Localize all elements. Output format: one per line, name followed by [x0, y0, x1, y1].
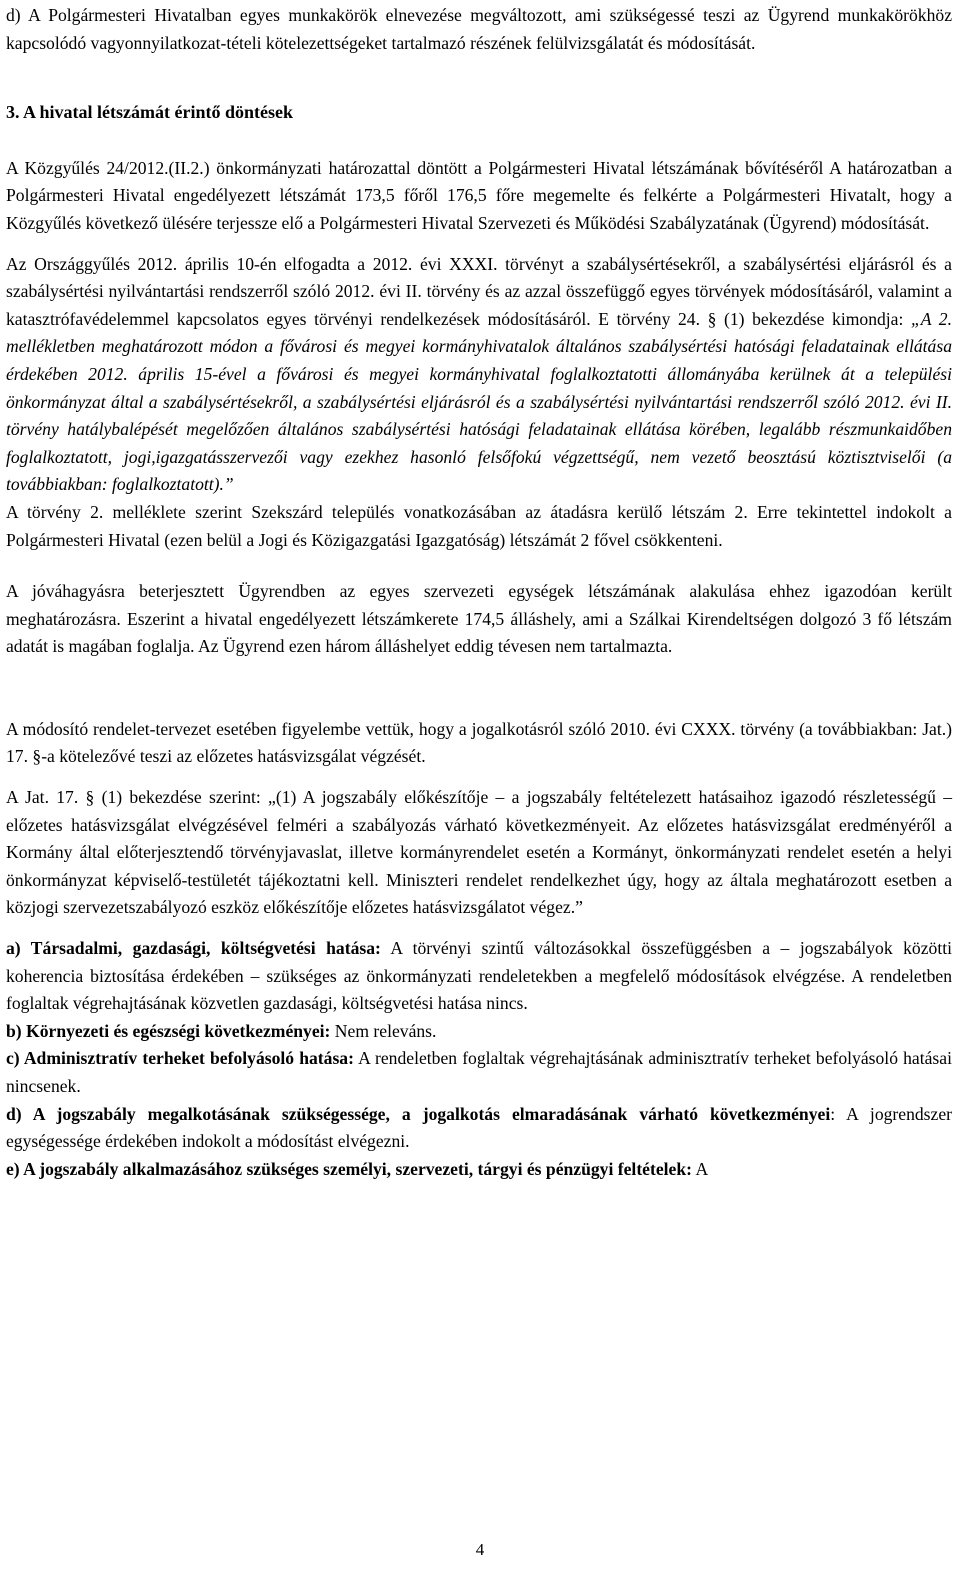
impact-b [6, 1018, 952, 1046]
paragraph-torveny-melleklet: A törvény 2. melléklete szerint Szekszárd település vonatkozásában az átadásra kerülő létszám 2. Erre tekintettel indokolt a Polgármesteri Hivatal (ezen belül a Jogi és Közigazgatási Igazgatóság) létszámát 2 fővel csökkenteni. [6, 501, 952, 550]
impact-d-label: d) A jogszabály megalkotásának szükségessége, a jogalkotás elmaradásának várható következményei [6, 1103, 831, 1124]
paragraph-modosito: A módosító rendelet-tervezet esetében figyelembe vettük, hogy a jogalkotásról szóló 2010. évi CXXX. törvény (a továbbiakban: Jat.) 17. §-a kötelezővé teszi az előzetes hatásvizsgálat végzését. [6, 718, 952, 767]
orszaggyules-text: Az Országgyűlés 2012. április 10-én elfogadta a 2012. évi XXXI. törvényt a szabálysértésekről, a szabálysértési eljárásról és a szabálysértési nyilvántartási rendszerről szóló 2012. évi II. törvény és az azzal összefüggő egyes törvények módosításáról, valamint a katasztrófavédelemmel kapcsolatos egyes törvényi rendelkezések módosításáról. E törvény 24. § (1) bekezdése kimondja: [6, 253, 952, 329]
impact-d [6, 1101, 952, 1156]
impact-c [6, 1045, 952, 1100]
page-number: 4 [475, 1540, 485, 1559]
impact-a [6, 935, 952, 1018]
impact-e [6, 1156, 952, 1184]
section-d-intro: d) A Polgármesteri Hivatalban egyes munkakörök elnevezése megváltozott, ami szükségessé teszi az Ügyrend munkakörökhöz kapcsolódó vagyonnyilatkozat-tételi kötelezettségeket tartalmazó részének felülvizsgálatát és módosítását. [6, 5, 952, 53]
impact-e-text: A [692, 1158, 709, 1179]
document-body [6, 2, 952, 1183]
impact-c-text: A rendeletben foglaltak végrehajtásának adminisztratív terheket befolyásoló hatásai nincsenek. [6, 1048, 952, 1096]
impact-a-text: A törvényi szintű változásokkal összefüggésben a – jogszabályok közötti koherencia biztosítása érdekében – szükséges az önkormányzati rendeletekben a megfelelő módosítások elvégzése. A rendeletben foglaltak végrehajtásának közvetlen gazdasági, költségvetési hatása nincs. [6, 938, 952, 1014]
impact-e-label: e) A jogszabály alkalmazásához szükséges személyi, szervezeti, tárgyi és pénzügyi feltételek: [6, 1158, 693, 1179]
impact-c-label: c) Adminisztratív terheket befolyásoló hatása: [6, 1048, 354, 1069]
impact-b-label: b) Környezeti és egészségi következményei: [6, 1020, 331, 1041]
paragraph-kozgyules: A Közgyűlés 24/2012.(II.2.) önkormányzati határozattal döntött a Polgármesteri Hivatal létszámának bővítéséről A határozatban a Polgármesteri Hivatal engedélyezett létszámát 173,5 főről 176,5 főre megemelte és felkérte a Polgármesteri Hivatalt, hogy a Közgyűlés következő ülésére terjessze elő a Polgármesteri Hivatal Szervezeti és Működési Szabályzatának (Ügyrend) módosítását. [6, 157, 952, 233]
impact-d-text: : A jogrendszer egységessége érdekében indokolt a módosítást elvégezni. [6, 1103, 952, 1152]
orszaggyules-quote: „A 2. mellékletben meghatározott módon a fővárosi és megyei kormányhivatalok általános szabálysértési hatósági feladatainak ellátása érdekében 2012. április 15-ével a fővárosi és megyei kormányhivatal foglalkoztatotti állományába kerülnek át a települési önkormányzat által a szabálysértésekről, a szabálysértési eljárásról és a szabálysértési nyilvántartási rendszerről szóló 2012. évi II. törvény hatálybalépését megelőzően általános szabálysértési hatósági feladatainak ellátása körében, legalább részmunkaidőben foglalkoztatott, jogi,igazgatásszervezői vagy ezekhez hasonló felsőfokú végzettségű, nem vezető beosztású köztisztviselői (a továbbiakban: foglalkoztatott).” [6, 308, 953, 495]
impact-a-label: a) Társadalmi, gazdasági, költségvetési hatása: [6, 938, 381, 959]
paragraph-jat17: A Jat. 17. § (1) bekezdése szerint: „(1) A jogszabály előkészítője – a jogszabály feltételezett hatásaihoz igazodó részletességű – előzetes hatásvizsgálat elvégzésével felméri a szabályozás várható következményeit. Az előzetes hatásvizsgálat eredményéről a Kormány által előterjesztendő törvényjavaslat, illetve kormányrendelet esetén a Kormányt, önkormányzati rendelet esetén a helyi önkormányzat képviselő-testületét tájékoztatni kell. Miniszteri rendelet rendelkezhet úgy, hogy az általa meghatározott esetben a közjogi szervezetszabályozó eszköz előkészítője előzetes hatásvizsgálatot végez.” [6, 787, 952, 918]
paragraph-jovahagyasra: A jóváhagyásra beterjesztett Ügyrendben az egyes szervezeti egységek létszámának alakulása ehhez igazodóan került meghatározásra. Eszerint a hivatal engedélyezett létszámkerete 174,5 álláshely, ami a Szálkai Kirendeltségen dolgozó 3 fő létszám adatát is magában foglalja. Az Ügyrend ezen három álláshelyet eddig tévesen nem tartalmazta. [6, 581, 952, 657]
section-heading-3: 3. A hivatal létszámát érintő döntések [6, 102, 293, 123]
impact-b-text: Nem releváns. [330, 1020, 437, 1041]
paragraph-orszaggyules [6, 251, 952, 499]
